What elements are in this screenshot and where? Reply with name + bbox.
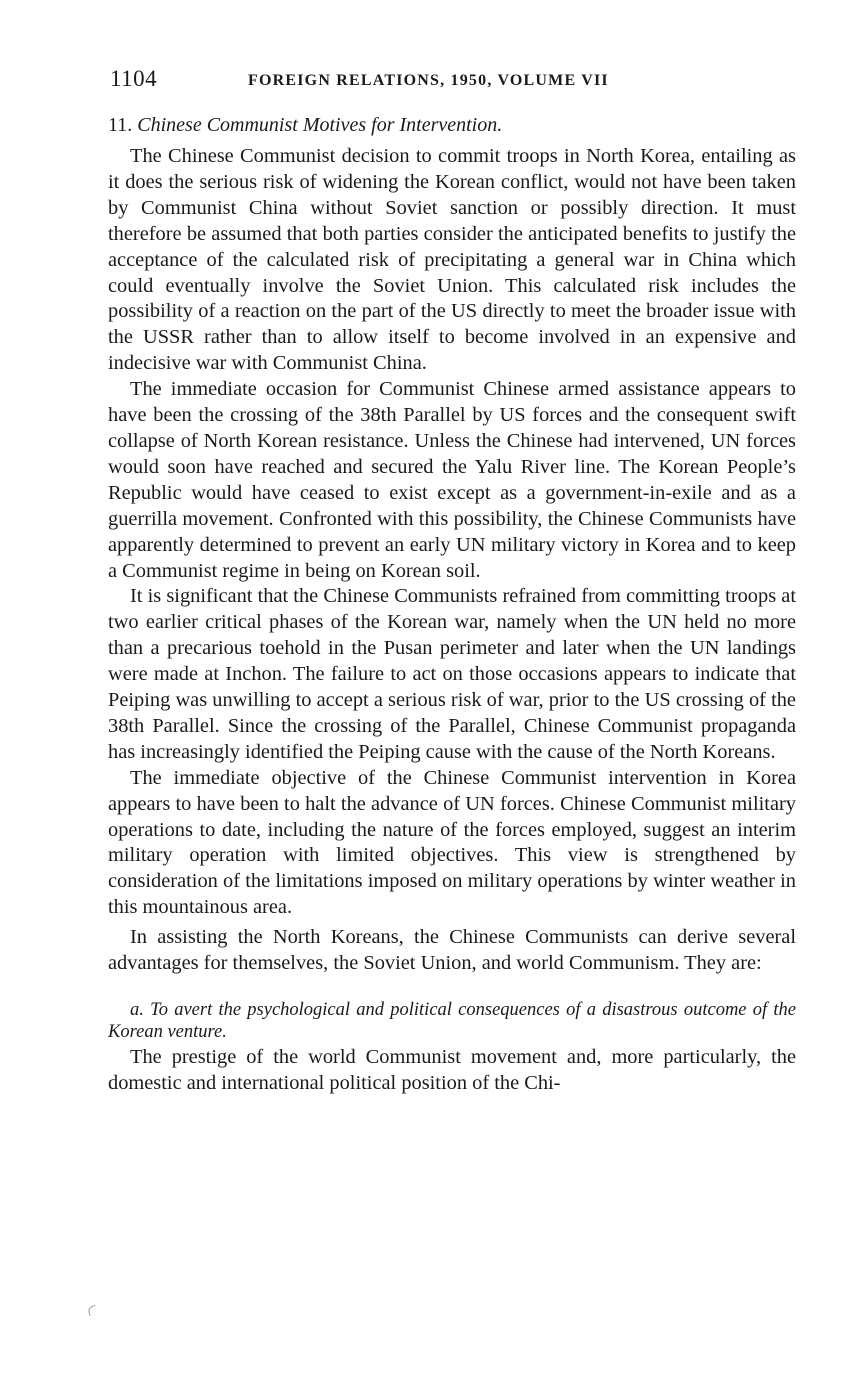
paragraph-3: It is significant that the Chinese Communists refrained from committing troops at two earlier critical phases of the Korean war, namely when the UN held no more than a precarious toehold in the Pusan perimeter and later when the UN landings were made at Inchon. The failure to act on those occasions appears to indicate that Peiping was unwilling to accept a serious risk of war, prior to the US crossing of the 38th Parallel. Since the crossing of the Parallel, Chinese Communist propaganda has increasingly identified the Peiping cause with the cause of the North Koreans. <box>108 585 796 763</box>
paragraph-4: The immediate objective of the Chinese Communist intervention in Korea appears to have been to halt the advance of UN forces. Chinese Communist military operations to date, including the nature of the forces employed, suggest an interim military operation with limited objectives. This view is strengthened by consideration of the limitations imposed on military operations by winter weather in this mountainous area. <box>108 766 796 919</box>
page-number: 1104 <box>110 66 158 91</box>
subsection-paragraph: The prestige of the world Communist movement and, more particularly, the domestic and international political position of the Chi- <box>108 1046 796 1094</box>
subsection-heading: a. To avert the psychological and political consequences of a disastrous outcome of the Korean venture. <box>108 1000 796 1042</box>
running-head <box>108 62 796 96</box>
section-title: Chinese Communist Motives for Intervention. <box>137 114 503 136</box>
running-head-title: FOREIGN RELATIONS, 1950, VOLUME VII <box>248 72 609 89</box>
paragraph-1: The Chinese Communist decision to commit troops in North Korea, entailing as it does the serious risk of widening the Korean conflict, would not have been taken by Communist China without Soviet sanction or possibly direction. It must therefore be assumed that both parties consider the anticipated benefits to justify the acceptance of the calculated risk of precipitating a general war in China which could eventually involve the Soviet Union. This calculated risk includes the possibility of a reaction on the part of the US directly to meet the broader issue with the USSR rather than to allow itself to become involved in an expensive and indecisive war with Communist China. <box>108 145 796 375</box>
section-number: 11. <box>108 114 133 136</box>
paragraph-5: In assisting the North Koreans, the Chinese Communists can derive several advantages for themselves, the Soviet Union, and world Communism. They are: <box>108 926 796 975</box>
section-heading <box>108 112 796 138</box>
document-page <box>108 62 796 1097</box>
scan-mark <box>87 1305 99 1317</box>
paragraph-2: The immediate occasion for Communist Chinese armed assistance appears to have been the crossing of the 38th Parallel by US forces and the consequent swift collapse of North Korean resistance. Unless the Chinese had intervened, UN forces would soon have reached and secured the Yalu River line. The Korean People’s Republic would have ceased to exist except as a government-in-exile and as a guerrilla movement. Confronted with this possibility, the Chinese Communists have apparently determined to prevent an early UN military victory in Korea and to keep a Communist regime in being on Korean soil. <box>108 378 796 582</box>
